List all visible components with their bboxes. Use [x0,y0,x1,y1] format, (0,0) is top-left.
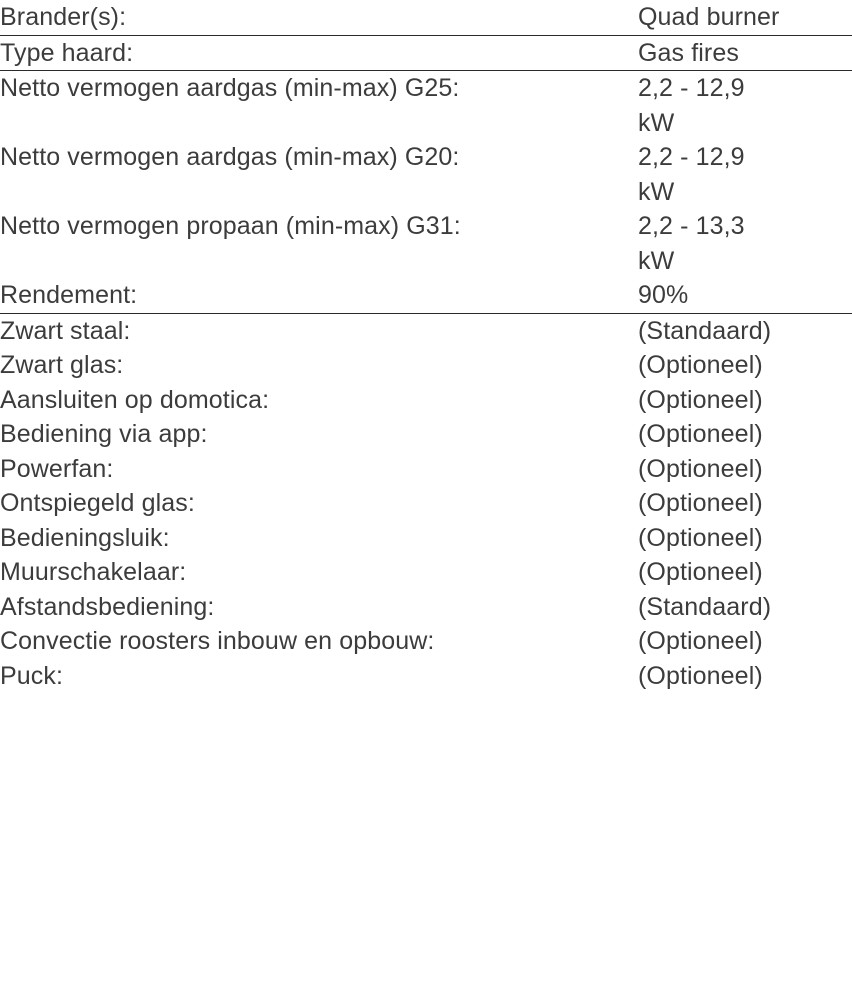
row-value [638,209,852,278]
row-value: (Optioneel) [638,420,763,448]
row-value: (Standaard) [638,592,772,621]
table-row [0,417,852,452]
row-label: Netto vermogen propaan (min-max) G31: [0,212,461,240]
row-value [638,71,852,141]
row-value-unit: kW [638,108,675,137]
row-label: Rendement: [0,281,138,309]
row-label: Ontspiegeld glas: [0,489,195,517]
row-label: Type haard: [0,35,638,71]
table-row [0,521,852,556]
row-value-number: 2,2 - 13,3 [638,212,745,240]
table-row [0,452,852,487]
row-value: (Optioneel) [638,351,763,379]
row-label: Bedieningsluik: [0,523,170,552]
table-row [0,486,852,521]
table-row [0,140,852,209]
table-row [0,209,852,278]
row-value: (Optioneel) [638,661,763,690]
row-label: Brander(s): [0,3,127,31]
row-value: (Optioneel) [638,627,763,655]
table-row [0,590,852,625]
table-row [0,659,852,694]
table-row [0,71,852,141]
row-label: Aansluiten op domotica: [0,385,270,414]
row-value: (Optioneel) [638,489,763,517]
row-value: (Optioneel) [638,523,763,552]
row-value: (Optioneel) [638,558,763,586]
row-value: Gas fires [638,35,852,71]
row-label: Netto vermogen aardgas (min-max) G25: [0,71,638,141]
table-row [0,278,852,313]
row-label: Zwart glas: [0,351,124,379]
row-value-number: 2,2 - 12,9 [638,143,745,171]
row-label: Netto vermogen aardgas (min-max) G20: [0,143,460,171]
row-value-number: 2,2 - 12,9 [638,74,745,102]
table-row [0,0,852,35]
table-row [0,348,852,383]
row-value-unit: kW [638,246,675,275]
table-row [0,35,852,71]
table-row [0,624,852,659]
row-value: (Optioneel) [638,385,763,414]
row-value [638,140,852,209]
row-label: Puck: [0,661,64,690]
table-row [0,555,852,590]
row-value-unit: kW [638,177,675,206]
table-row [0,383,852,418]
table-row [0,313,852,348]
row-label: Bediening via app: [0,420,208,448]
row-value: 90% [638,281,689,309]
row-value: (Optioneel) [638,454,763,483]
row-value: Quad burner [638,3,780,31]
row-label: Zwart staal: [0,313,638,348]
row-label: Powerfan: [0,454,114,483]
row-label: Convectie roosters inbouw en opbouw: [0,627,435,655]
row-label: Afstandsbediening: [0,592,215,621]
row-value: (Standaard) [638,313,852,348]
row-label: Muurschakelaar: [0,558,187,586]
